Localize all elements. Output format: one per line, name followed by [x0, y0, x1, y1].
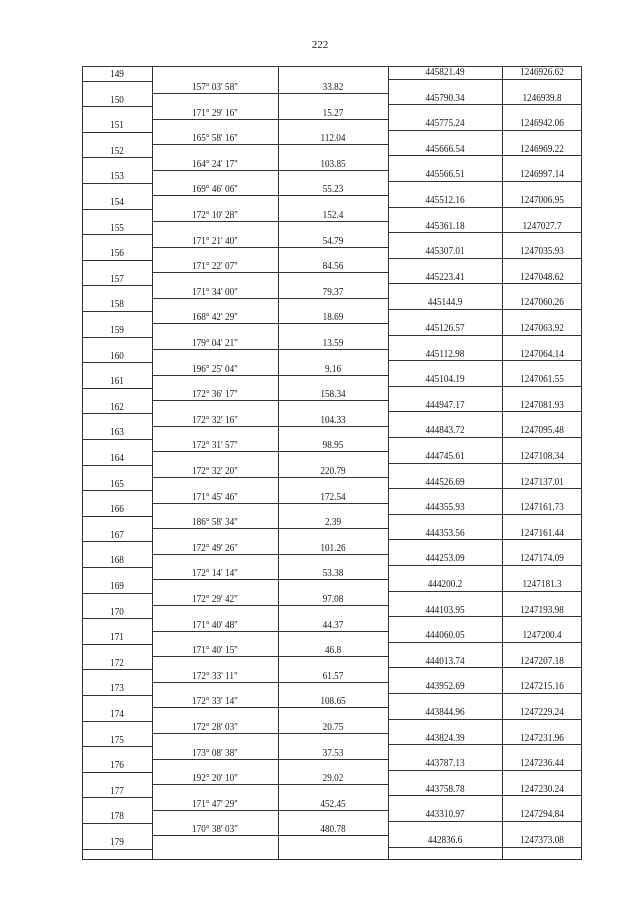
x-coordinate: 445512.16 [425, 195, 465, 206]
row-rule [388, 616, 582, 617]
direction-angle: 165° 58' 16" [192, 133, 238, 145]
direction-angle: 171° 40' 15" [192, 645, 238, 657]
x-coordinate: 443787.13 [425, 758, 465, 770]
row-rule [82, 797, 152, 798]
row-rule [388, 719, 582, 720]
segment-rule [152, 579, 388, 580]
row-rule [388, 258, 582, 259]
segment-length: 79.37 [322, 286, 344, 298]
segment-rule [152, 477, 388, 478]
row-rule [388, 155, 582, 156]
row-rule [388, 667, 582, 668]
segment-rule [152, 195, 388, 196]
x-coordinate: 445126.57 [425, 323, 465, 334]
x-coordinate: 443824.39 [425, 732, 465, 744]
row-rule [82, 285, 152, 286]
table-column-border [152, 66, 153, 860]
segment-rule [152, 682, 388, 683]
segment-length: 55.23 [322, 184, 344, 196]
row-rule [388, 283, 582, 284]
segment-length: 20.75 [322, 722, 344, 733]
direction-angle: 172° 36' 17" [192, 389, 238, 401]
segment-rule [152, 170, 388, 171]
y-coordinate: 1247161.73 [520, 502, 564, 514]
x-coordinate: 443952.69 [425, 681, 465, 693]
y-coordinate: 1247108.34 [520, 451, 564, 462]
point-number: 167 [110, 529, 124, 541]
direction-angle: 171° 21' 40" [192, 235, 238, 247]
direction-angle: 172° 49' 26" [192, 542, 238, 554]
row-rule [82, 618, 152, 619]
x-coordinate: 445223.41 [425, 271, 465, 283]
segment-length: 98.95 [322, 440, 344, 452]
point-number: 161 [110, 376, 124, 388]
point-number: 163 [110, 427, 124, 439]
y-coordinate: 1247294.84 [520, 809, 564, 821]
segment-rule [152, 656, 388, 657]
row-rule [82, 439, 152, 440]
x-coordinate: 444253.09 [425, 553, 465, 565]
x-coordinate: 443310.97 [425, 809, 465, 821]
direction-angle: 172° 32' 16" [192, 414, 238, 426]
segment-rule [152, 733, 388, 734]
point-number: 154 [110, 197, 124, 208]
direction-angle: 168° 42' 29" [192, 312, 238, 324]
segment-rule [152, 451, 388, 452]
point-number: 159 [110, 325, 124, 336]
x-coordinate: 443758.78 [425, 783, 465, 795]
x-coordinate: 444353.56 [425, 527, 465, 539]
row-rule [82, 157, 152, 158]
segment-rule [152, 528, 388, 529]
segment-length: 158.34 [320, 389, 346, 401]
x-coordinate: 445666.54 [425, 143, 465, 155]
point-number: 165 [110, 478, 124, 490]
row-rule [82, 106, 152, 107]
direction-angle: 172° 10' 28" [192, 210, 238, 221]
direction-angle: 164° 24' 17" [192, 158, 238, 170]
row-rule [388, 360, 582, 361]
row-rule [388, 539, 582, 540]
row-rule [82, 823, 152, 824]
row-rule [388, 591, 582, 592]
point-number: 170 [110, 606, 124, 618]
x-coordinate: 444843.72 [425, 425, 465, 437]
point-number: 162 [110, 401, 124, 413]
y-coordinate: 1247174.09 [520, 553, 564, 565]
table-column-border [82, 66, 83, 860]
point-number: 153 [110, 171, 124, 183]
point-number: 171 [110, 632, 124, 644]
row-rule [388, 821, 582, 822]
x-coordinate: 445361.18 [425, 220, 465, 232]
segment-rule [152, 93, 388, 94]
y-coordinate: 1247193.98 [520, 604, 564, 616]
row-rule [82, 490, 152, 491]
segment-length: 104.33 [320, 414, 346, 426]
segment-length: 152.4 [322, 210, 344, 221]
y-coordinate: 1247095.48 [520, 425, 564, 437]
y-coordinate: 1247236.44 [520, 758, 564, 770]
segment-rule [152, 144, 388, 145]
segment-rule [152, 503, 388, 504]
segment-rule [152, 835, 388, 836]
segment-rule [152, 759, 388, 760]
x-coordinate: 445144.9 [427, 297, 463, 309]
point-number: 168 [110, 555, 124, 567]
row-rule [388, 437, 582, 438]
segment-rule [152, 554, 388, 555]
direction-angle: 196° 25' 04" [192, 363, 238, 375]
point-number: 151 [110, 120, 124, 132]
segment-length: 108.65 [320, 696, 346, 708]
row-rule [388, 847, 582, 848]
direction-angle: 186° 58' 34" [192, 517, 238, 529]
x-coordinate: 444200.2 [427, 579, 463, 590]
row-rule [82, 413, 152, 414]
row-rule [82, 541, 152, 542]
x-coordinate: 444103.95 [425, 604, 465, 616]
row-rule [388, 514, 582, 515]
row-rule [388, 565, 582, 566]
y-coordinate: 1247229.24 [520, 707, 564, 718]
row-rule [388, 335, 582, 336]
point-number: 177 [110, 785, 124, 797]
row-rule [82, 260, 152, 261]
x-coordinate: 444947.17 [425, 399, 465, 411]
direction-angle: 172° 33' 14" [192, 696, 238, 708]
y-coordinate: 1247181.3 [522, 579, 562, 590]
y-coordinate: 1247061.55 [520, 374, 564, 386]
page-number: 222 [311, 39, 329, 51]
direction-angle: 172° 31' 57" [192, 440, 238, 452]
point-number: 179 [110, 837, 124, 848]
segment-length: 220.79 [320, 466, 346, 477]
segment-length: 101.26 [320, 542, 346, 554]
direction-angle: 173° 08' 38" [192, 747, 238, 759]
row-rule [388, 770, 582, 771]
y-coordinate: 1247230.24 [520, 783, 564, 795]
direction-angle: 179° 04' 21" [192, 338, 238, 349]
point-number: 152 [110, 145, 124, 157]
point-number: 172 [110, 657, 124, 669]
x-coordinate: 444526.69 [425, 476, 465, 488]
segment-length: 172.54 [320, 491, 346, 503]
y-coordinate: 1247048.62 [520, 271, 564, 283]
x-coordinate: 444355.93 [425, 502, 465, 514]
point-number: 158 [110, 299, 124, 311]
x-coordinate: 444745.61 [425, 451, 465, 462]
point-number: 149 [110, 69, 124, 80]
row-rule [82, 337, 152, 338]
x-coordinate: 445566.51 [425, 169, 465, 181]
point-number: 155 [110, 222, 124, 234]
y-coordinate: 1246926.62 [520, 67, 564, 78]
x-coordinate: 444013.74 [425, 655, 465, 667]
row-rule [82, 209, 152, 210]
y-coordinate: 1247063.92 [520, 323, 564, 334]
direction-angle: 170° 38' 03" [192, 824, 238, 836]
row-rule [82, 183, 152, 184]
segment-rule [152, 810, 388, 811]
row-rule [82, 567, 152, 568]
y-coordinate: 1246942.06 [520, 118, 564, 130]
y-coordinate: 1247027.7 [522, 220, 562, 232]
segment-length: 15.27 [322, 107, 344, 119]
point-number: 156 [110, 248, 124, 260]
row-rule [388, 309, 582, 310]
y-coordinate: 1247215.16 [520, 681, 564, 693]
segment-length: 13.59 [322, 338, 344, 349]
row-rule [82, 746, 152, 747]
point-number: 150 [110, 94, 124, 106]
segment-rule [152, 247, 388, 248]
direction-angle: 172° 29' 42" [192, 594, 238, 605]
segment-rule [152, 784, 388, 785]
direction-angle: 171° 47' 29" [192, 798, 238, 810]
segment-length: 84.56 [322, 261, 344, 273]
segment-rule [152, 375, 388, 376]
row-rule [82, 593, 152, 594]
row-rule [82, 516, 152, 517]
x-coordinate: 445104.19 [425, 374, 465, 386]
segment-length: 53.38 [322, 568, 344, 580]
point-number: 178 [110, 811, 124, 823]
row-rule [82, 669, 152, 670]
row-rule [82, 721, 152, 722]
y-coordinate: 1246939.8 [522, 92, 562, 104]
segment-rule [152, 631, 388, 632]
point-number: 174 [110, 709, 124, 720]
x-coordinate: 445775.24 [425, 118, 465, 130]
segment-length: 2.39 [324, 517, 342, 529]
y-coordinate: 1247231.96 [520, 732, 564, 744]
segment-rule [152, 323, 388, 324]
row-rule [388, 386, 582, 387]
row-rule [388, 488, 582, 489]
table-column-border [278, 66, 279, 860]
row-rule [388, 642, 582, 643]
y-coordinate: 1247207.18 [520, 655, 564, 667]
row-rule [82, 644, 152, 645]
direction-angle: 157° 03' 58" [192, 82, 238, 93]
row-rule [388, 693, 582, 694]
direction-angle: 171° 34' 00" [192, 286, 238, 298]
direction-angle: 172° 32' 20" [192, 466, 238, 477]
x-coordinate: 443844.96 [425, 707, 465, 718]
segment-rule [152, 349, 388, 350]
x-coordinate: 445307.01 [425, 246, 465, 258]
y-coordinate: 1247200.4 [522, 630, 562, 642]
segment-length: 9.16 [324, 363, 342, 375]
direction-angle: 171° 22' 07" [192, 261, 238, 273]
row-rule [82, 311, 152, 312]
segment-rule [152, 426, 388, 427]
direction-angle: 192° 20' 10" [192, 773, 238, 785]
row-rule [388, 232, 582, 233]
y-coordinate: 1247035.93 [520, 246, 564, 258]
y-coordinate: 1247137.01 [520, 476, 564, 488]
segment-length: 103.85 [320, 158, 346, 170]
row-rule [388, 411, 582, 412]
segment-rule [152, 298, 388, 299]
segment-rule [152, 272, 388, 273]
segment-length: 54.79 [322, 235, 344, 247]
y-coordinate: 1247006.95 [520, 195, 564, 206]
row-rule [388, 104, 582, 105]
row-rule [82, 772, 152, 773]
row-rule [388, 463, 582, 464]
x-coordinate: 445790.34 [425, 92, 465, 104]
segment-length: 480.78 [320, 824, 346, 836]
row-rule [388, 207, 582, 208]
point-number: 173 [110, 683, 124, 695]
segment-length: 37.53 [322, 747, 344, 759]
segment-length: 112.04 [320, 133, 346, 145]
segment-rule [152, 400, 388, 401]
direction-angle: 172° 33' 11" [192, 670, 238, 682]
direction-angle: 171° 40' 48" [192, 619, 238, 631]
direction-angle: 172° 28' 03" [192, 722, 238, 733]
point-number: 164 [110, 453, 124, 464]
y-coordinate: 1247373.08 [520, 835, 564, 846]
row-rule [82, 465, 152, 466]
segment-length: 29.02 [322, 773, 344, 785]
segment-length: 61.57 [322, 670, 344, 682]
point-number: 169 [110, 581, 124, 592]
point-number: 176 [110, 760, 124, 772]
point-number: 157 [110, 273, 124, 285]
y-coordinate: 1247060.26 [520, 297, 564, 309]
segment-length: 33.82 [322, 82, 344, 93]
y-coordinate: 1247064.14 [520, 348, 564, 360]
segment-rule [152, 119, 388, 120]
x-coordinate: 445821.49 [425, 67, 465, 78]
row-rule [82, 81, 152, 82]
direction-angle: 172° 14' 14" [192, 568, 238, 580]
point-number: 166 [110, 504, 124, 516]
segment-length: 44.37 [322, 619, 344, 631]
x-coordinate: 445112.98 [425, 348, 465, 360]
point-number: 175 [110, 734, 124, 746]
row-rule [82, 388, 152, 389]
segment-length: 18.69 [322, 312, 344, 324]
table-border-bottom [82, 859, 582, 860]
point-number: 160 [110, 350, 124, 362]
row-rule [388, 744, 582, 745]
row-rule [82, 132, 152, 133]
segment-length: 452.45 [320, 798, 346, 810]
segment-length: 97.08 [322, 594, 344, 605]
row-rule [82, 234, 152, 235]
direction-angle: 171° 45' 46" [192, 491, 238, 503]
row-rule [388, 181, 582, 182]
x-coordinate: 442836.6 [427, 835, 463, 846]
y-coordinate: 1247081.93 [520, 399, 564, 411]
row-rule [388, 130, 582, 131]
row-rule [388, 79, 582, 80]
row-rule [388, 795, 582, 796]
y-coordinate: 1246997.14 [520, 169, 564, 181]
row-rule [82, 362, 152, 363]
direction-angle: 169° 46' 06" [192, 184, 238, 196]
y-coordinate: 1246969.22 [520, 143, 564, 155]
segment-rule [152, 221, 388, 222]
x-coordinate: 444060.05 [425, 630, 465, 642]
coordinates-table [82, 66, 582, 860]
direction-angle: 171° 29' 16" [192, 107, 238, 119]
segment-rule [152, 707, 388, 708]
row-rule [82, 695, 152, 696]
segment-length: 46.8 [324, 645, 342, 657]
y-coordinate: 1247161.44 [520, 527, 564, 539]
segment-rule [152, 605, 388, 606]
row-rule [82, 849, 152, 850]
